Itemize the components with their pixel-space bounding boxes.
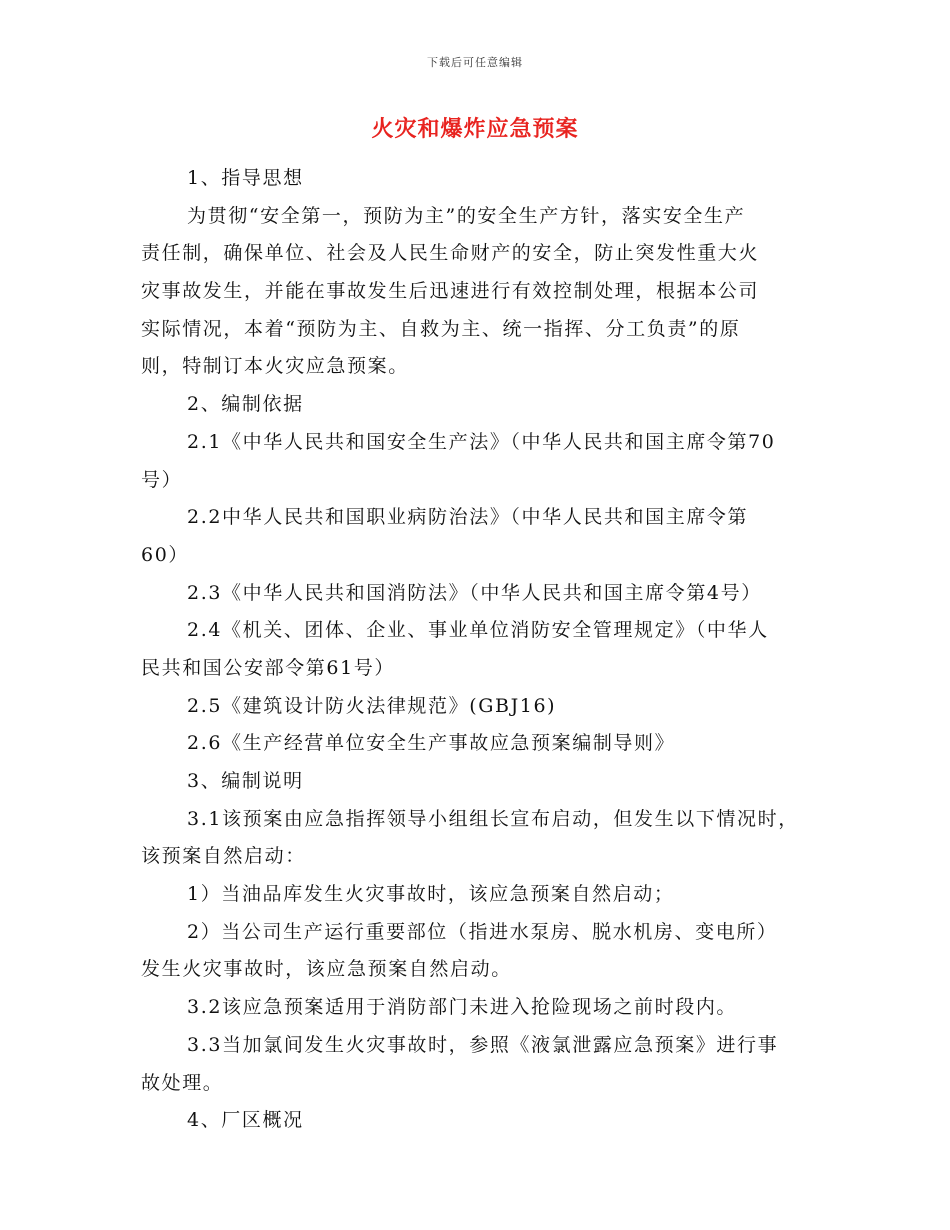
- document-body: [141, 160, 831, 1140]
- body-line: 3.1该预案由应急指挥领导小组组长宣布启动，但发生以下情况时，: [187, 807, 799, 830]
- page-header-note: 下载后可任意编辑: [427, 56, 523, 69]
- body-line: 故处理。: [141, 1071, 224, 1094]
- body-line: 1）当油品库发生火灾事故时，该应急预案自然启动；: [187, 883, 675, 906]
- body-line: 4、厂区概况: [187, 1109, 304, 1132]
- body-line: 实际情况，本着“预防为主、自救为主、统一指挥、分工负责”的原: [141, 317, 741, 340]
- body-line: 2.5《建筑设计防火法律规范》(GBJ16): [187, 694, 557, 717]
- body-line: 2）当公司生产运行重要部位（指进水泵房、脱水机房、变电所）: [187, 920, 778, 943]
- body-line: 1、指导思想: [187, 167, 304, 189]
- body-line: 为贯彻“安全第一，预防为主”的安全生产方针，落实安全生产: [187, 204, 746, 227]
- body-line: 2、编制依据: [187, 393, 304, 416]
- body-line: 2.1《中华人民共和国安全生产法》（中华人民共和国主席令第70: [187, 430, 776, 453]
- body-line: 2.6《生产经营单位安全生产事故应急预案编制导则》: [187, 732, 676, 755]
- body-line: 3.3当加氯间发生火灾事故时，参照《液氯泄露应急预案》进行事: [187, 1033, 779, 1056]
- body-line: 则，特制订本火灾应急预案。: [141, 355, 409, 378]
- body-line: 发生火灾事故时，该应急预案自然启动。: [141, 958, 512, 981]
- body-line: 责任制，确保单位、社会及人民生命财产的安全，防止突发性重大火: [141, 242, 760, 265]
- body-line: 民共和国公安部令第61号）: [141, 656, 395, 679]
- body-line: 该预案自然启动：: [141, 845, 306, 868]
- body-line: 3、编制说明: [187, 770, 304, 792]
- body-line: 2.4《机关、团体、企业、事业单位消防安全管理规定》（中华人: [187, 619, 769, 642]
- body-line: 号）: [141, 468, 183, 491]
- body-line: 60）: [141, 543, 189, 566]
- body-line: 2.2中华人民共和国职业病防治法》（中华人民共和国主席令第: [187, 506, 749, 529]
- body-line: 3.2该应急预案适用于消防部门未进入抢险现场之前时段内。: [187, 996, 738, 1019]
- document-title: 火灾和爆炸应急预案: [371, 116, 579, 142]
- body-line: 灾事故发生，并能在事故发生后迅速进行有效控制处理，根据本公司: [141, 280, 760, 303]
- body-line: 2.3《中华人民共和国消防法》（中华人民共和国主席令第4号）: [187, 581, 762, 604]
